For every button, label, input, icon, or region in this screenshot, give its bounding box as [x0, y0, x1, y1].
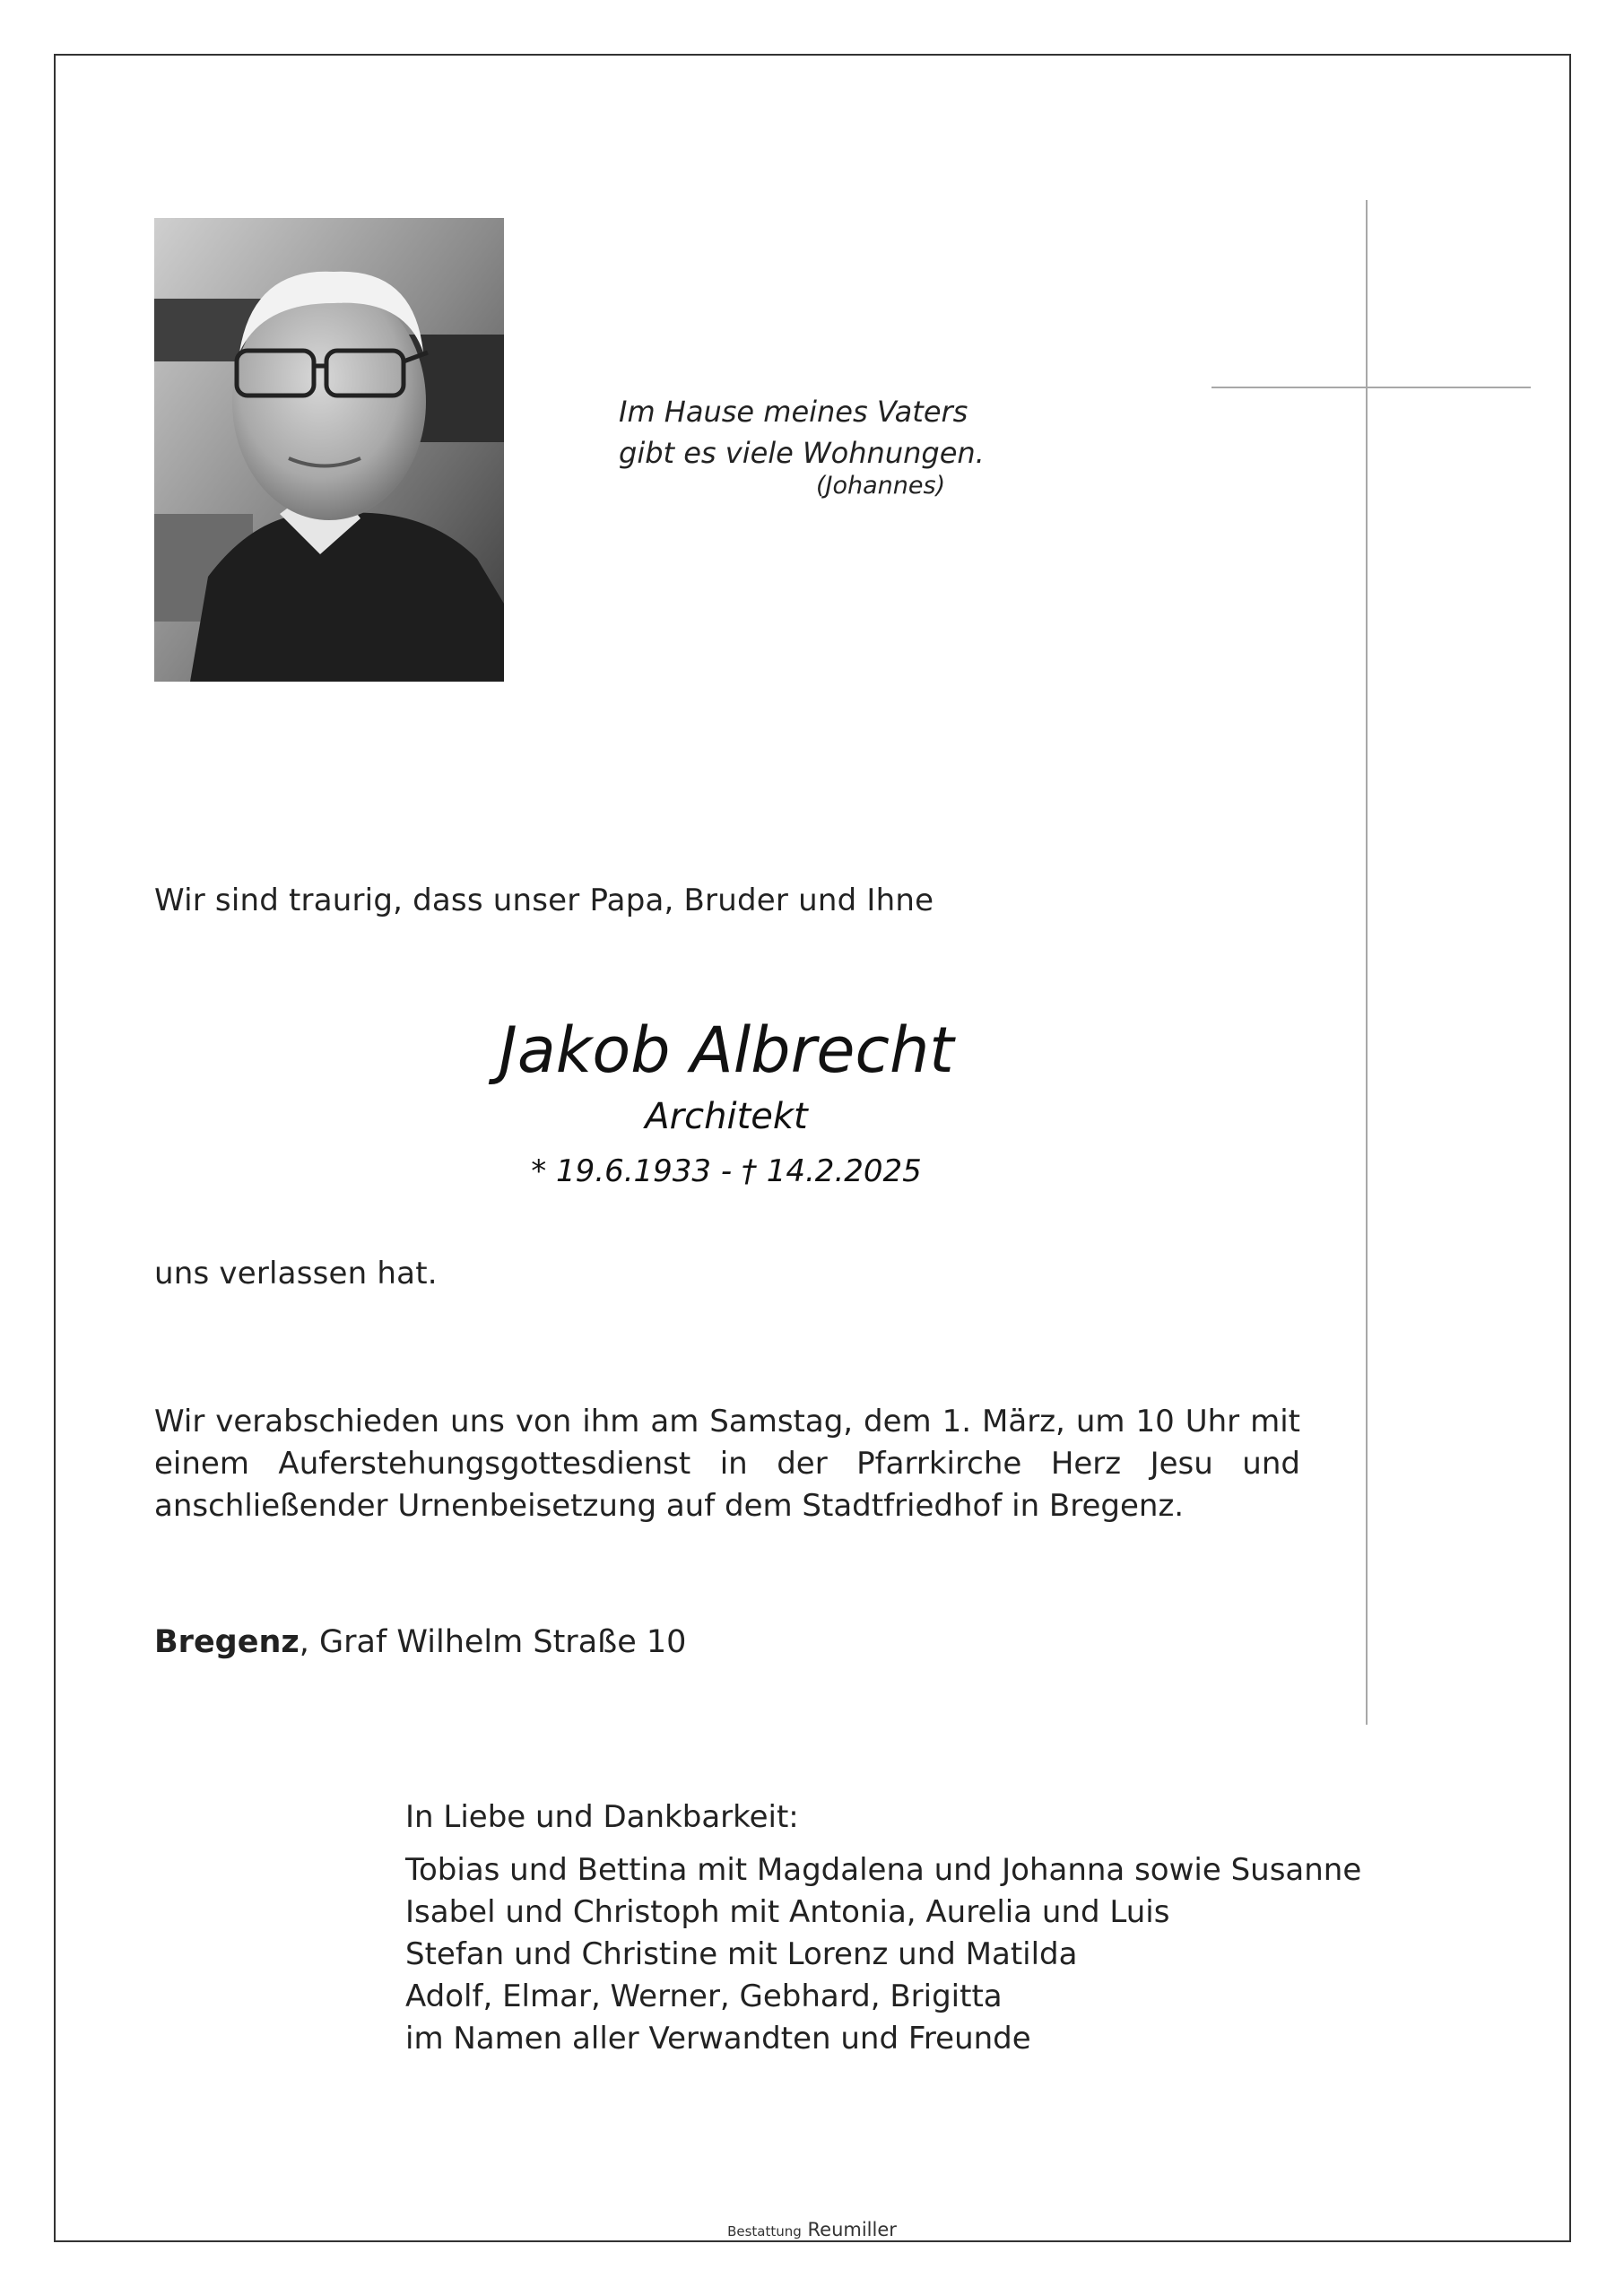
- intro-text: Wir sind traurig, dass unser Papa, Bruder und Ihne: [154, 883, 934, 918]
- portrait-photo: [154, 218, 504, 682]
- quote-line-2: gibt es viele Wohnungen.: [619, 436, 985, 470]
- address-street: , Graf Wilhelm Straße 10: [299, 1624, 687, 1660]
- quote-source: (Johannes): [816, 472, 946, 500]
- ceremony-paragraph: Wir verabschieden uns von ihm am Samstag, dem 1. März, um 10 Uhr mit einem Auferstehungsgottesdienst in der Pfarrkirche Herz Jesu und anschließender Urnenbeisetzung auf dem Stadtfriedhof in Bregenz.: [154, 1404, 1300, 1524]
- address-line: [154, 1624, 686, 1660]
- family-line: Tobias und Bettina mit Magdalena und Johanna sowie Susanne: [405, 1852, 1362, 1888]
- family-line: Isabel und Christoph mit Antonia, Aurelia und Luis: [405, 1894, 1170, 1930]
- cross-horizontal-bar: [1211, 387, 1531, 388]
- quote-line-1: Im Hause meines Vaters: [619, 395, 968, 429]
- family-list: [405, 1849, 1361, 2060]
- family-line: Stefan und Christine mit Lorenz und Matilda: [405, 1936, 1078, 1972]
- deceased-name: Jakob Albrecht: [499, 1013, 954, 1087]
- funeral-home-footer: [0, 2219, 1624, 2240]
- address-city: Bregenz: [154, 1624, 300, 1660]
- footer-label: Bestattung: [727, 2223, 802, 2239]
- family-line: im Namen aller Verwandten und Freunde: [405, 2021, 1031, 2057]
- footer-company: Reumiller: [807, 2219, 897, 2240]
- cross-vertical-bar: [1366, 200, 1368, 1725]
- deceased-profession: Architekt: [645, 1096, 808, 1137]
- bible-quote: [619, 391, 985, 474]
- life-dates: * 19.6.1933 - † 14.2.2025: [531, 1153, 922, 1189]
- family-line: Adolf, Elmar, Werner, Gebhard, Brigitta: [405, 1979, 1003, 2014]
- outro-text: uns verlassen hat.: [154, 1256, 438, 1292]
- closing-line: In Liebe und Dankbarkeit:: [405, 1799, 799, 1835]
